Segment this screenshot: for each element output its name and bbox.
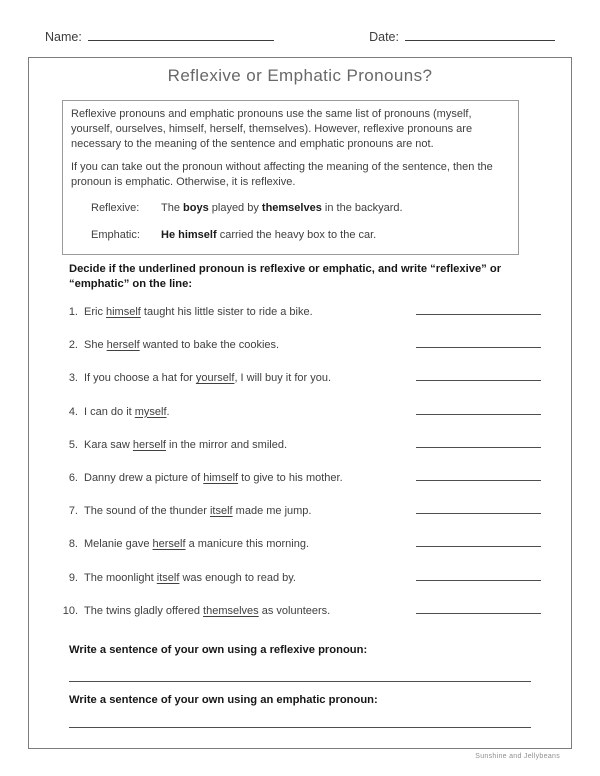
question-sentence: The moonlight itself was enough to read by. [84, 571, 296, 584]
question-number: 6. [68, 471, 78, 484]
example-label: Emphatic: [91, 229, 140, 241]
underlined-pronoun: yourself [195, 372, 235, 385]
question-number: 7. [68, 505, 78, 518]
question-sentence: Eric himself taught his little sister to ride a bike. [84, 306, 313, 318]
question-number: 2. [68, 339, 78, 352]
underlined-pronoun: himself [203, 471, 239, 484]
name-date-row [45, 28, 555, 44]
question-row [62, 572, 541, 605]
question-number: 3. [68, 372, 78, 385]
info-paragraph-2: If you can take out the pronoun without affecting the meaning of the sentence, then the pronoun is emphatic. Otherwise, it is reflexive. [71, 161, 493, 188]
question-sentence: I can do it myself. [84, 405, 170, 418]
question-sentence: She herself wanted to bake the cookies. [84, 339, 280, 352]
underlined-pronoun: myself [134, 405, 167, 418]
examples-list [71, 201, 507, 243]
name-field [45, 28, 274, 44]
example-sentence: The boys played by themselves in the backyard. [161, 202, 403, 214]
answer-blank-line [416, 613, 541, 614]
question-sentence: Danny drew a picture of himself to give to his mother. [84, 471, 343, 484]
answer-blank-line [416, 546, 541, 547]
underlined-pronoun: itself [209, 505, 233, 518]
question-number: 10. [62, 604, 78, 617]
question-number: 5. [68, 438, 78, 451]
answer-blank-line [416, 347, 541, 348]
answer-blank-line [416, 447, 541, 448]
date-field [369, 28, 555, 44]
question-sentence: The sound of the thunder itself made me jump. [84, 505, 312, 518]
instructions-box [62, 100, 519, 255]
question-row [62, 439, 541, 472]
date-blank-line [405, 28, 555, 41]
question-row [62, 406, 541, 439]
underlined-pronoun: himself [106, 306, 141, 318]
info-paragraph-1: Reflexive pronouns and emphatic pronouns use the same list of pronouns (myself, yourself, ourselves, himself, herself, themselves). However, reflexive pronouns are necessary to the meaning of the sentence and emphatic pronouns are not. [71, 108, 473, 150]
question-list [62, 306, 541, 638]
answer-blank-line [416, 414, 541, 415]
example-sentence: He himself carried the heavy box to the car. [161, 229, 377, 241]
underlined-pronoun: themselves [203, 604, 259, 617]
question-sentence: If you choose a hat for yourself, I will buy it for you. [84, 372, 332, 385]
question-row [62, 472, 541, 505]
question-row [62, 538, 541, 571]
write-emphatic-prompt: Write a sentence of your own using an emphatic pronoun: [69, 694, 378, 706]
question-row [62, 339, 541, 372]
write-reflexive-prompt: Write a sentence of your own using a reflexive pronoun: [69, 644, 368, 656]
question-row [62, 306, 541, 339]
answer-blank-line [416, 380, 541, 381]
question-row [62, 505, 541, 538]
example-row [91, 228, 507, 243]
answer-blank-line [416, 480, 541, 481]
underlined-pronoun: itself [156, 571, 180, 584]
answer-blank-line [416, 513, 541, 514]
example-row [91, 201, 507, 216]
question-row [62, 605, 541, 638]
question-number: 9. [68, 571, 78, 584]
credit-text: Sunshine and Jellybeans [475, 753, 560, 760]
question-sentence: Kara saw herself in the mirror and smiled. [84, 438, 287, 451]
write-reflexive-answer-line [69, 681, 531, 682]
question-sentence: Melanie gave herself a manicure this morning. [84, 538, 310, 551]
date-label: Date: [369, 30, 399, 44]
worksheet-title: Reflexive or Emphatic Pronouns? [167, 66, 433, 85]
write-emphatic-answer-line [69, 727, 531, 728]
question-number: 4. [68, 405, 78, 418]
answer-blank-line [416, 314, 541, 315]
question-sentence: The twins gladly offered themselves as volunteers. [84, 604, 331, 617]
worksheet-frame [28, 57, 572, 749]
underlined-pronoun: herself [152, 538, 186, 551]
question-number: 8. [68, 538, 78, 551]
directions-text: Decide if the underlined pronoun is reflexive or emphatic, and write “reflexive” or “emphatic” on the line: [69, 263, 502, 290]
name-label: Name: [45, 30, 82, 44]
underlined-pronoun: herself [132, 438, 166, 451]
name-blank-line [88, 28, 274, 41]
question-row [62, 372, 541, 405]
question-number: 1. [68, 306, 78, 318]
underlined-pronoun: herself [106, 339, 140, 352]
example-label: Reflexive: [91, 202, 140, 214]
answer-blank-line [416, 580, 541, 581]
